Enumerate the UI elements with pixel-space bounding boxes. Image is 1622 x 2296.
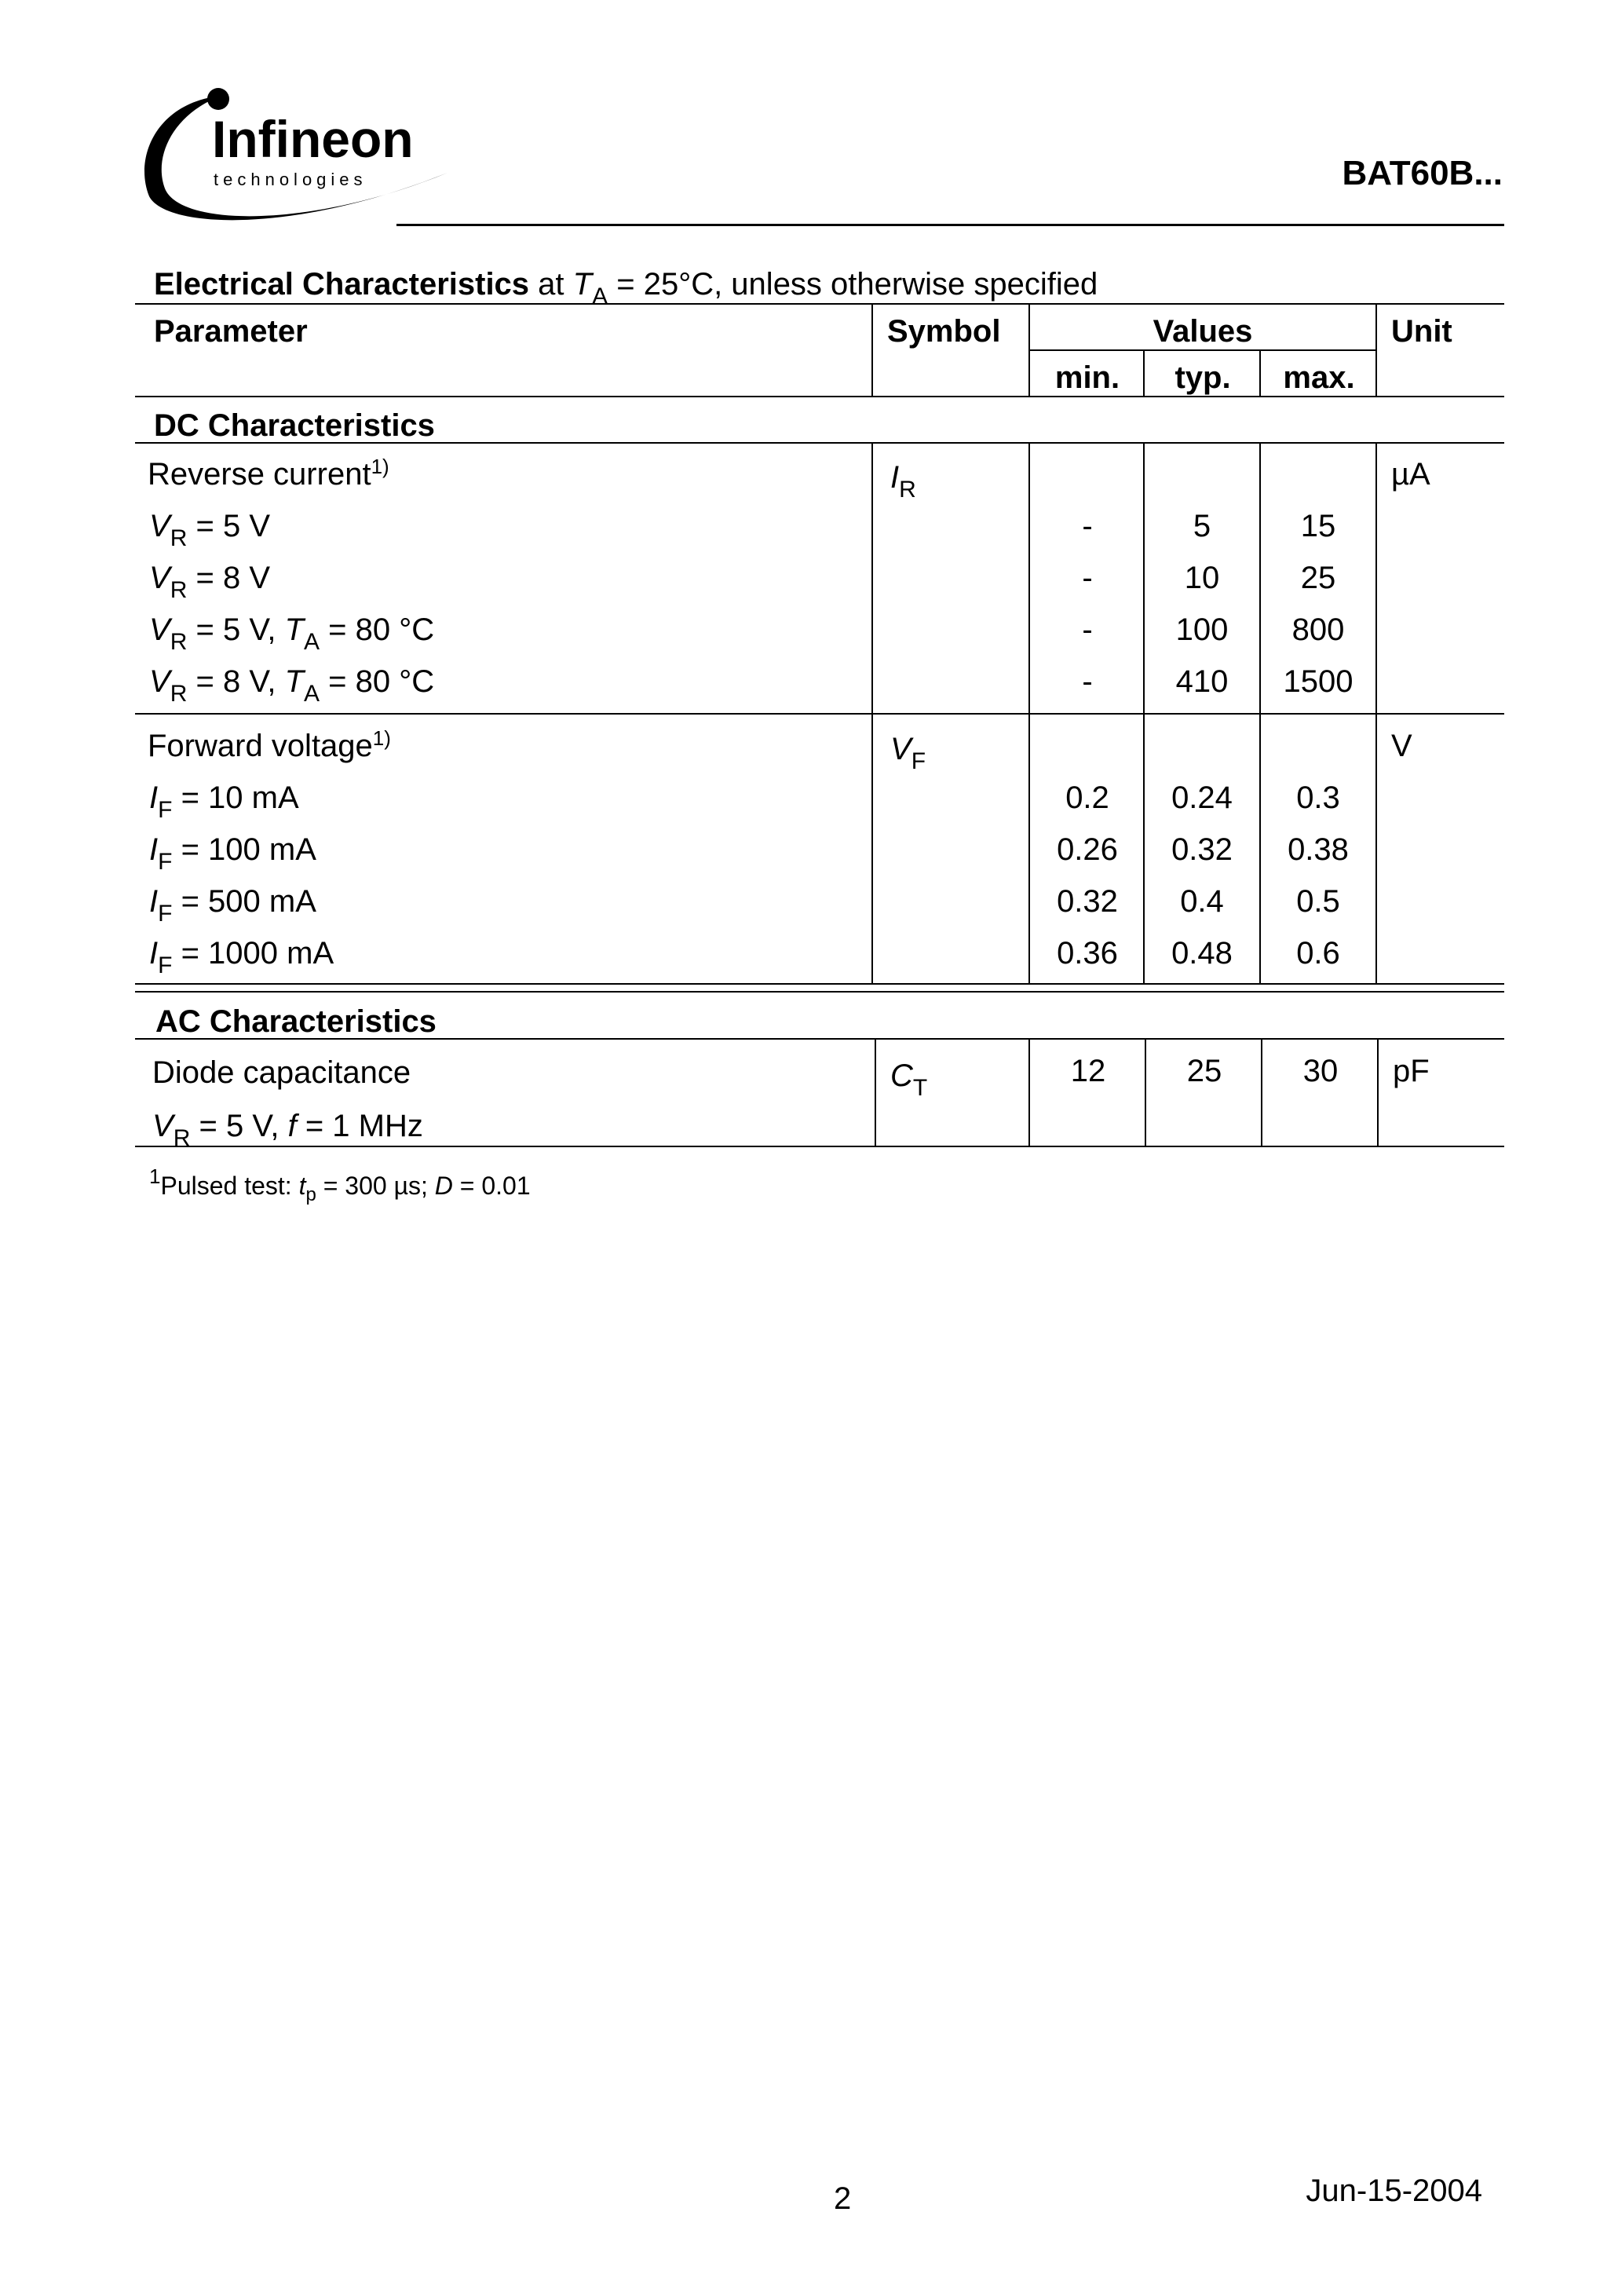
reverse-current-max-4: 1500 [1283, 664, 1353, 699]
forward-voltage-cond-2-text: = 100 mA [181, 832, 316, 867]
reverse-current-min-1: - [1082, 509, 1093, 543]
forward-voltage-cond-4: $I_F = 1000$ mA [149, 936, 334, 978]
reverse-current-unit: µA [1391, 457, 1430, 492]
vline-unit-dc [1375, 442, 1377, 984]
reverse-current-cond-1: $V_R = 5$ V [149, 509, 270, 551]
forward-voltage-min-1: 0.2 [1065, 781, 1109, 815]
footnote-tp: = 300 µs; [323, 1172, 428, 1200]
forward-voltage-typ-2: 0.32 [1171, 832, 1233, 867]
reverse-current-typ-1: 5 [1193, 509, 1211, 543]
capacitance-symbol-sub: T [912, 1075, 928, 1101]
capacitance-max: 30 [1302, 1054, 1339, 1088]
forward-voltage-cond-3-text: = 500 mA [181, 884, 316, 919]
forward-voltage-cond-1-text: = 10 mA [181, 781, 299, 815]
values-subheader-rule [1030, 349, 1375, 351]
forward-voltage-bottom-rule-1 [135, 983, 1504, 985]
footnote: $^1$Pulsed test: $t_p = 300$ µs; D = 0.01 [149, 1164, 531, 1205]
vline-symbol-header [871, 303, 873, 396]
infineon-logo [133, 79, 463, 236]
reverse-current-cond-1-text: = 5 V [195, 509, 270, 543]
reverse-current-min-4: - [1082, 664, 1093, 699]
table-caption [154, 267, 1098, 309]
page-number: 2 [834, 2181, 852, 2216]
reverse-current-cond-4-ta: = 80 °C [328, 664, 435, 699]
table-rule-top [135, 303, 1504, 305]
reverse-current-typ-4: 410 [1175, 664, 1229, 699]
reverse-current-cond-2: $V_R = 8$ V [149, 561, 270, 603]
capacitance-symbol-letter: C [890, 1058, 913, 1093]
forward-voltage-max-1: 0.3 [1296, 781, 1340, 815]
footnote-text: Pulsed test: [160, 1172, 292, 1200]
reverse-current-symbol-sub: R [899, 477, 916, 503]
reverse-current-cond-2-text: = 8 V [195, 561, 270, 595]
capacitance-min: 12 [1070, 1054, 1106, 1088]
caption-ta-sub: A [592, 283, 608, 309]
caption-title: Electrical Characteristics [154, 267, 530, 302]
header-symbol: Symbol [887, 314, 1001, 349]
capacitance-symbol [890, 1058, 928, 1101]
reverse-current-typ-3: 100 [1175, 612, 1229, 647]
forward-voltage-cond-4-text: = 1000 mA [181, 936, 334, 971]
forward-voltage-min-2: 0.26 [1057, 832, 1118, 867]
header-values: Values [1153, 314, 1253, 349]
reverse-current-cond-3-text: = 5 V, [195, 612, 276, 647]
forward-voltage-typ-1: 0.24 [1171, 781, 1233, 815]
forward-voltage-unit: V [1391, 729, 1412, 763]
caption-ta-symbol: T [572, 267, 593, 302]
header-typ: typ. [1174, 360, 1231, 395]
forward-voltage-label [148, 726, 391, 763]
reverse-current-max-2: 25 [1300, 561, 1336, 595]
footnote-mark: 1 [149, 1164, 161, 1188]
header-unit: Unit [1391, 314, 1452, 349]
logo-wordmark: Infineon [212, 110, 414, 168]
footnote-d: = 0.01 [459, 1172, 531, 1200]
forward-voltage-max-3: 0.5 [1296, 884, 1340, 919]
vline-typ-ac [1145, 1038, 1146, 1146]
caption-rest: = 25°C, unless otherwise specified [616, 267, 1098, 302]
reverse-current-bottom-rule [135, 713, 1504, 715]
reverse-current-label [148, 455, 389, 492]
forward-voltage-text: Forward voltage [148, 729, 373, 763]
forward-voltage-min-3: 0.32 [1057, 884, 1118, 919]
capacitance-cond-text: = 5 V, [199, 1109, 279, 1143]
forward-voltage-typ-4: 0.48 [1171, 936, 1233, 971]
capacitance-unit: pF [1393, 1054, 1430, 1088]
vline-symbol-dc [871, 442, 873, 984]
forward-voltage-max-4: 0.6 [1296, 936, 1340, 971]
forward-voltage-typ-3: 0.4 [1180, 884, 1224, 919]
header-bottom-rule [135, 396, 1504, 397]
reverse-current-footnote-mark: 1) [371, 455, 389, 478]
vline-max-ac [1261, 1038, 1262, 1146]
reverse-current-max-1: 15 [1300, 509, 1336, 543]
vline-unit-ac [1377, 1038, 1379, 1146]
capacitance-label: Diode capacitance [152, 1055, 411, 1090]
reverse-current-cond-3: $V_R = 5$ V, $T_A = 80$ °C [149, 612, 435, 655]
table-rule-bottom [135, 1146, 1504, 1147]
logo-subtext: technologies [214, 170, 367, 189]
forward-voltage-bottom-rule-2 [135, 991, 1504, 993]
reverse-current-typ-2: 10 [1184, 561, 1220, 595]
forward-voltage-footnote-mark: 1) [372, 726, 391, 750]
header-max: max. [1283, 360, 1355, 395]
caption-at: at [538, 267, 564, 302]
header-parameter: Parameter [154, 314, 308, 349]
forward-voltage-symbol-sub: F [911, 748, 926, 774]
forward-voltage-min-4: 0.36 [1057, 936, 1118, 971]
capacitance-typ: 25 [1186, 1054, 1222, 1088]
part-number: BAT60B... [1342, 154, 1503, 192]
capacitance-cond-f: = 1 MHz [305, 1109, 423, 1143]
reverse-current-cond-3-ta: = 80 °C [328, 612, 435, 647]
reverse-current-text: Reverse current [148, 457, 371, 492]
forward-voltage-symbol [890, 732, 926, 774]
reverse-current-max-3: 800 [1291, 612, 1345, 647]
header-divider [396, 224, 1504, 226]
forward-voltage-symbol-letter: V [890, 732, 911, 766]
ac-section-title: AC Characteristics [155, 1004, 437, 1039]
page-date: Jun-15-2004 [1306, 2174, 1482, 2208]
reverse-current-cond-4: $V_R = 8$ V, $T_A = 80$ °C [149, 664, 435, 707]
header-min: min. [1054, 360, 1120, 395]
reverse-current-symbol [890, 460, 916, 503]
reverse-current-symbol-letter: I [890, 460, 900, 495]
vline-min-ac [1028, 1038, 1030, 1146]
forward-voltage-max-2: 0.38 [1288, 832, 1349, 867]
vline-symbol-ac [875, 1038, 876, 1146]
reverse-current-min-2: - [1082, 561, 1093, 595]
capacitance-cond: $V_R = 5$ V, f = 1 MHz [152, 1109, 423, 1151]
forward-voltage-cond-2: $I_F = 100$ mA [149, 832, 316, 875]
dc-section-title: DC Characteristics [154, 408, 435, 443]
reverse-current-cond-4-text: = 8 V, [195, 664, 276, 699]
reverse-current-min-3: - [1082, 612, 1093, 647]
forward-voltage-cond-1: $I_F = 10$ mA [149, 781, 299, 823]
forward-voltage-cond-3: $I_F = 500$ mA [149, 884, 316, 927]
